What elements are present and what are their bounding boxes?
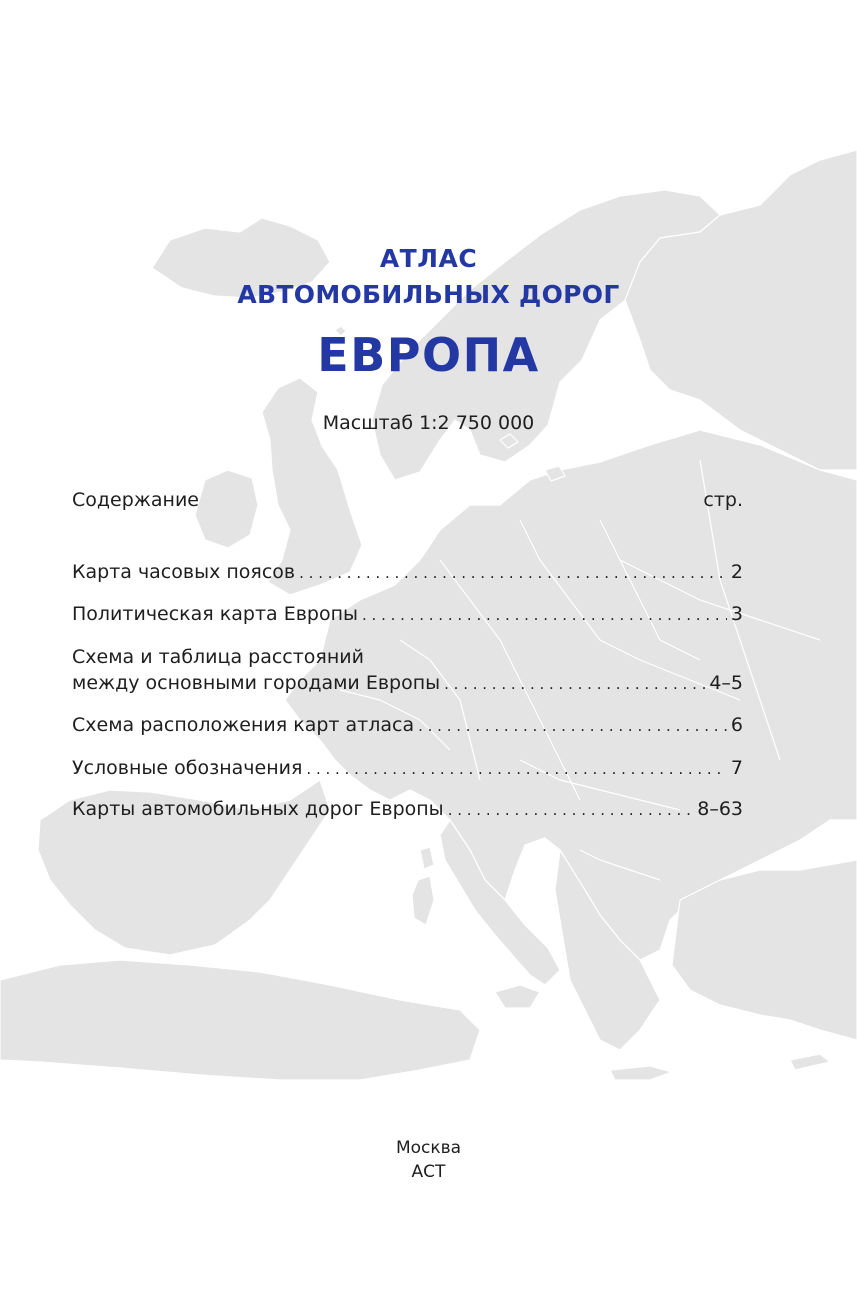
toc-entry-title: Условные обозначения: [72, 757, 303, 779]
title-line-2: АВТОМОБИЛЬНЫХ ДОРОГ: [237, 280, 620, 309]
toc-leader-dots: [444, 675, 705, 693]
toc-entry-title: Политическая карта Европы: [72, 603, 359, 625]
toc-leader-dots: [418, 717, 727, 735]
toc-entry-page: 8–63: [697, 798, 743, 820]
toc-entry[interactable]: [72, 561, 743, 587]
title-line-1: АТЛАС: [379, 244, 478, 273]
toc-entry-title-continued: между основными городами Европы: [72, 672, 441, 694]
toc-page-heading: стр.: [703, 489, 743, 511]
toc-entry[interactable]: [72, 603, 743, 629]
title-main: ЕВРОПА: [317, 328, 540, 382]
toc-entry-page: 3: [730, 603, 743, 625]
toc-entry-page: 7: [730, 757, 743, 779]
toc-leader-dots: [306, 760, 727, 778]
toc-entry-page: 2: [730, 561, 743, 583]
toc-entry-title: Карта часовых поясов: [72, 561, 296, 583]
toc-entry[interactable]: [72, 714, 743, 740]
toc-entry-title: Карты автомобильных дорог Европы: [72, 798, 444, 820]
toc-entry-page: 4–5: [709, 672, 743, 694]
toc-leader-dots: [448, 801, 694, 819]
toc-leader-dots: [299, 564, 727, 582]
toc-entry[interactable]: [72, 646, 743, 698]
toc-entry-page: 6: [730, 714, 743, 736]
toc-entry-title: Схема и таблица расстояний: [72, 646, 364, 668]
publisher-city: Москва: [395, 1138, 462, 1158]
publisher-name: АСТ: [411, 1162, 446, 1182]
scale-label: Масштаб 1:2 750 000: [322, 412, 535, 434]
toc-heading: Содержание: [72, 489, 199, 511]
toc-leader-dots: [362, 606, 727, 624]
toc-entry[interactable]: [72, 798, 743, 824]
toc-entry-title: Схема расположения карт атласа: [72, 714, 415, 736]
toc-entry[interactable]: [72, 757, 743, 783]
